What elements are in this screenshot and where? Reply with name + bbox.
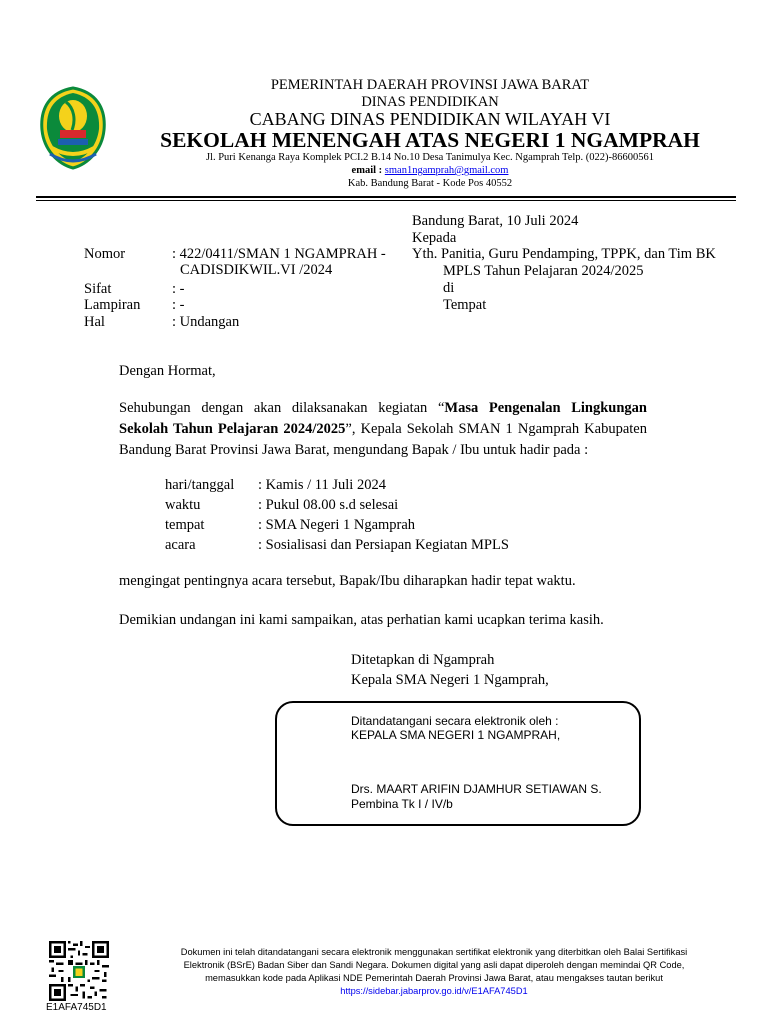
nomor-value: : 422/0411/SMAN 1 NGAMPRAH -	[172, 246, 386, 262]
detail-value: : Pukul 08.00 s.d selesai	[258, 497, 399, 513]
detail-value: : Kamis / 11 Juli 2024	[258, 477, 386, 493]
e-signature-note: Ditandatangani secara elektronik oleh :	[351, 714, 559, 728]
west-java-emblem-icon	[38, 86, 108, 170]
kepada-label: Kepada	[412, 230, 457, 246]
ditetapkan-text: Ditetapkan di Ngamprah	[351, 652, 495, 668]
email-label: email :	[351, 165, 385, 176]
sifat-value: : -	[172, 281, 185, 297]
detail-label: tempat	[165, 517, 205, 533]
kepala-title: Kepala SMA Negeri 1 Ngamprah,	[351, 672, 549, 688]
footer-line: Dokumen ini telah ditandatangani secara elektronik menggunakan sertifikat elektronik yang diterbitkan oleh Balai Sertifikasi	[180, 947, 688, 957]
header-branch: CABANG DINAS PENDIDIKAN WILAYAH VI	[249, 109, 611, 129]
para1-lead: Sehubungan dengan akan dilaksanakan kegiatan “	[119, 400, 445, 416]
detail-label: acara	[165, 537, 196, 553]
detail-value: : SMA Negeri 1 Ngamprah	[258, 517, 416, 533]
qr-code-label: E1AFA745D1	[46, 1002, 107, 1013]
hal-value: : Undangan	[172, 314, 240, 330]
letterhead-divider-thin	[36, 200, 736, 201]
footer-disclaimer	[140, 946, 728, 998]
greeting: Dengan Hormat,	[119, 363, 216, 379]
tempat-label: Tempat	[443, 297, 487, 313]
signer-name: Drs. MAART ARIFIN DJAMHUR SETIAWAN S.	[351, 782, 602, 796]
header-department: DINAS PENDIDIKAN	[361, 94, 499, 110]
footer-line: memasukkan kode pada Aplikasi NDE Pemerintah Daerah Provinsi Jawa Barat, atau mengakses tautan berikut	[205, 973, 663, 983]
lampiran-value: : -	[172, 297, 185, 313]
signer-rank: Pembina Tk I / IV/b	[351, 797, 453, 811]
body-paragraph-1	[119, 398, 647, 461]
header-kab: Kab. Bandung Barat - Kode Pos 40552	[347, 178, 513, 189]
addressee-line2: MPLS Tahun Pelajaran 2024/2025	[443, 263, 644, 279]
sifat-label: Sifat	[84, 281, 112, 297]
header-government: PEMERINTAH DAERAH PROVINSI JAWA BARAT	[270, 77, 590, 93]
hal-label: Hal	[84, 314, 105, 330]
nomor-value-cont: CADISDIKWIL.VI /2024	[180, 262, 333, 278]
footer-line: Elektronik (BSrE) Badan Siber dan Sandi Negara. Dokumen digital yang asli dapat diperoleh dengan memindai QR Code,	[183, 960, 685, 970]
detail-label: hari/tanggal	[165, 477, 235, 493]
header-school-name: SEKOLAH MENENGAH ATAS NEGERI 1 NGAMPRAH	[160, 128, 700, 152]
verification-link[interactable]: https://sidebar.jabarprov.go.id/v/E1AFA745D1	[340, 986, 528, 996]
di-label: di	[443, 280, 455, 296]
place-date: Bandung Barat, 10 Juli 2024	[412, 213, 579, 229]
event-name: Masa Pengenalan Lingkungan Sekolah Tahun Pelajaran 2024/2025	[119, 400, 647, 437]
qr-code-icon[interactable]	[49, 941, 109, 1001]
letterhead-divider	[36, 196, 736, 198]
email-link[interactable]: sman1ngamprah@gmail.com	[384, 165, 509, 176]
detail-value: : Sosialisasi dan Persiapan Kegiatan MPLS	[258, 537, 509, 553]
detail-label: waktu	[165, 497, 201, 513]
e-signature-role: KEPALA SMA NEGERI 1 NGAMPRAH,	[351, 728, 561, 742]
lampiran-label: Lampiran	[84, 297, 141, 313]
body-paragraph-2: mengingat pentingnya acara tersebut, Bapak/Ibu diharapkan hadir tepat waktu.	[119, 573, 576, 589]
body-paragraph-3: Demikian undangan ini kami sampaikan, atas perhatian kami ucapkan terima kasih.	[119, 612, 604, 628]
header-address: Jl. Puri Kenanga Raya Komplek PCI.2 B.14 No.10 Desa Tanimulya Kec. Ngamprah Telp. (022)-86600561	[205, 152, 655, 163]
addressee-line1: Yth. Panitia, Guru Pendamping, TPPK, dan Tim BK	[412, 246, 716, 262]
para1-tail: ”, Kepala Sekolah SMAN 1 Ngamprah Kabupaten Bandung Barat Provinsi Jawa Barat, mengundang Bapak / Ibu untuk hadir pada :	[119, 421, 647, 458]
header-email	[110, 165, 750, 176]
nomor-label: Nomor	[84, 246, 126, 262]
